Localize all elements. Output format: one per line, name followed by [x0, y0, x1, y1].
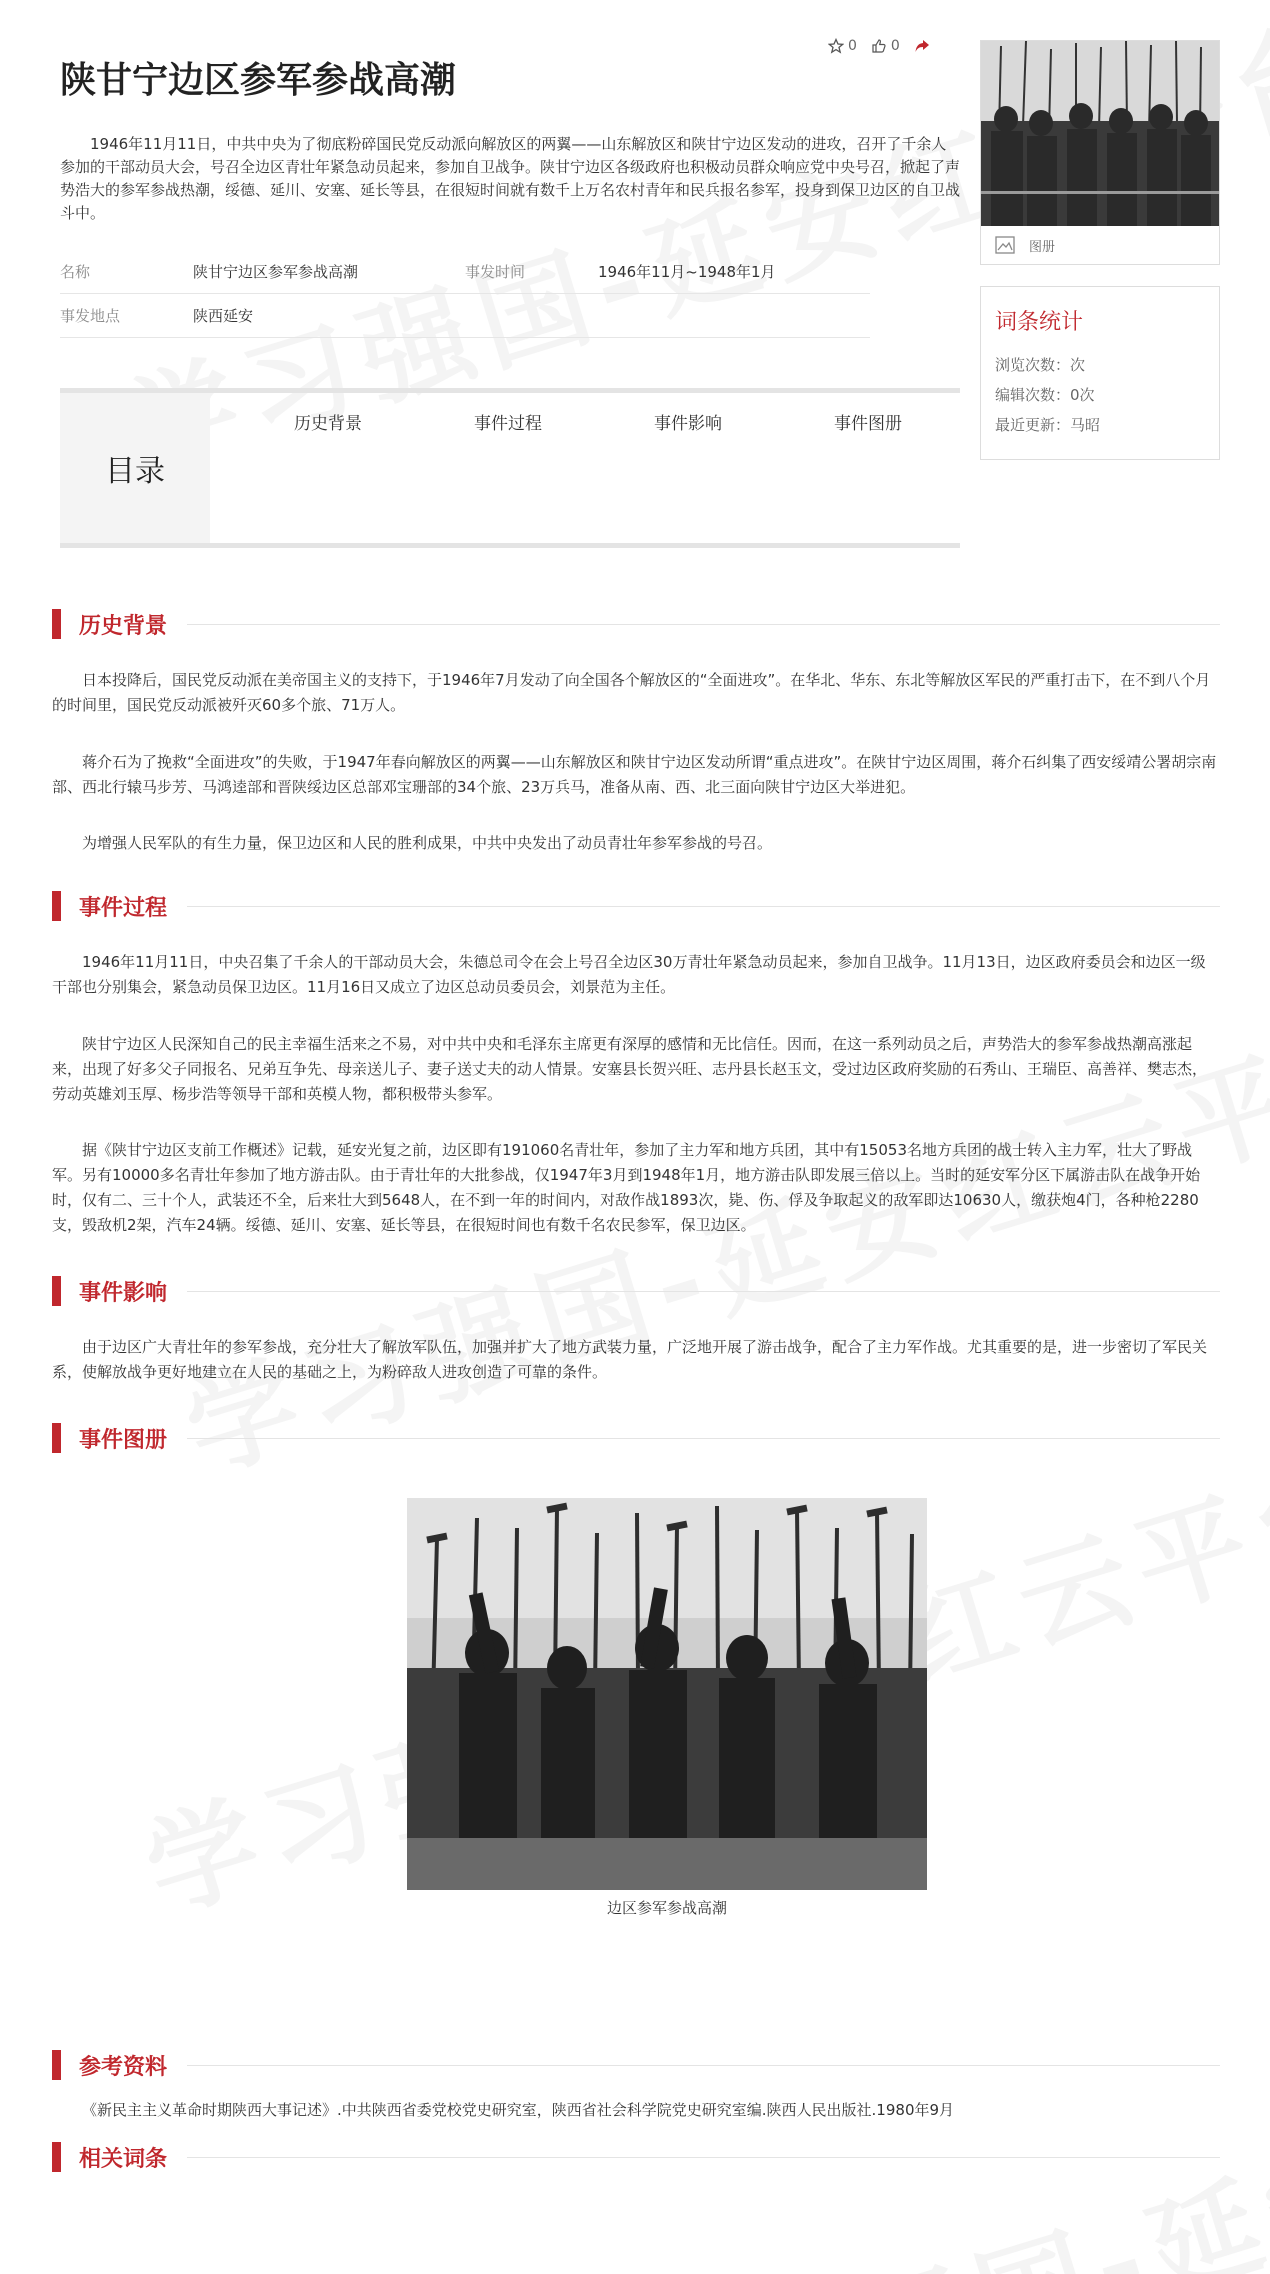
like-button[interactable] [871, 38, 900, 54]
section-marker [52, 1423, 61, 1453]
meta-time-value: 1946年11月~1948年1月 [598, 263, 776, 281]
meta-row [60, 250, 870, 294]
paragraph: 据《陕甘宁边区支前工作概述》记载，延安光复之前，边区即有191060名青壮年，参加了主力军和地方兵团，其中有15053名地方兵团的战士转入主力军，壮大了野战军。另有10000多名青壮年参加了地方游击队。由于青壮年的大批参战，仅1947年3月到1948年1月，地方游击队即发展三倍以上。当时的延安军分区下属游击队在战争开始时，仅有二、三十个人，武装还不全，后来壮大到5648人，在不到一年的时间内，对敌作战1893次，毙、伤、俘及争取起义的敌军即达10630人，缴获炮4门，各种枪2280支，毁敌机2架，汽车24辆。绥德、延川、安塞、延长等县，在很短时间也有数千名农民参军，保卫边区。 [52, 1141, 1201, 1234]
entry-stats-panel [980, 286, 1220, 460]
like-count: 0 [890, 38, 900, 54]
album-photo[interactable] [407, 1498, 927, 1890]
image-icon [995, 236, 1015, 254]
section-marker [52, 1276, 61, 1306]
section-heading-related [52, 2142, 1220, 2172]
paragraph: 蒋介石为了挽救“全面进攻”的失败，于1947年春向解放区的两翼——山东解放区和陕甘宁边区发动所谓“重点进攻”。在陕甘宁边区周围，蒋介石纠集了西安绥靖公署胡宗南部、西北行辕马步芳、马鸿逵部和晋陕绥边区总部邓宝珊部的34个旅、23万兵马，准备从南、西、北三面向陕甘宁边区大举进犯。 [52, 753, 1217, 796]
sidebar-album-card[interactable] [980, 40, 1220, 265]
stat-updated: 最近更新：马昭 [995, 416, 1101, 434]
meta-row [60, 294, 870, 338]
favorite-button[interactable] [828, 38, 857, 54]
intro-paragraph: 1946年11月11日，中共中央为了彻底粉碎国民党反动派向解放区的两翼——山东解放区和陕甘宁边区发动的进攻，召开了千余人参加的干部动员大会，号召全边区青壮年紧急动员起来，参加自卫战争。陕甘宁边区各级政府也积极动员群众响应党中央号召，掀起了声势浩大的参军参战热潮，绥德、延川、安塞、延长等县，在很短时间就有数千上万名农村青年和民兵报名参军，投身到保卫边区的自卫战斗中。 [60, 135, 961, 222]
thumbs-up-icon [871, 38, 887, 54]
meta-place-value: 陕西延安 [193, 307, 254, 325]
section-marker [52, 2050, 61, 2080]
section-heading-process [52, 891, 1220, 921]
section-divider [187, 624, 1220, 625]
paragraph: 陕甘宁边区人民深知自己的民主幸福生活来之不易，对中共中央和毛泽东主席更有深厚的感情和无比信任。因而，在这一系列动员之后，声势浩大的参军参战热潮高涨起来，出现了好多父子同报名、兄弟互争先、母亲送儿子、妻子送丈夫的动人情景。安塞县长贺兴旺、志丹县长赵玉文，受过边区政府奖励的石秀山、王瑞臣、高善祥、樊志杰，劳动英雄刘玉厚、杨步浩等领导干部和英模人物，都积极带头参军。 [52, 1035, 1208, 1103]
section-heading-album [52, 1423, 1220, 1453]
section-title: 事件过程 [79, 895, 168, 921]
toc-item-album[interactable]: 事件图册 [834, 414, 902, 434]
share-button[interactable] [914, 38, 930, 54]
section-divider [187, 2157, 1220, 2158]
meta-table [60, 250, 870, 338]
toc-item-impact[interactable]: 事件影响 [654, 414, 722, 434]
section-title: 相关词条 [79, 2146, 168, 2172]
toc-item-background[interactable]: 历史背景 [294, 414, 362, 434]
table-of-contents [60, 388, 960, 548]
toc-item-process[interactable]: 事件过程 [474, 414, 542, 434]
section-divider [187, 906, 1220, 907]
favorite-count: 0 [848, 38, 857, 54]
meta-name-label: 名称 [60, 263, 91, 281]
star-icon [828, 38, 844, 54]
section-divider [187, 2065, 1220, 2066]
section-heading-background [52, 609, 1220, 639]
share-icon [914, 38, 930, 54]
stat-views: 浏览次数：次 [995, 356, 1086, 374]
section-marker [52, 2142, 61, 2172]
album-caption: 边区参军参战高潮 [606, 1899, 727, 1917]
cover-photo[interactable] [981, 41, 1219, 226]
meta-time-label: 事发时间 [465, 263, 526, 281]
section-marker [52, 609, 61, 639]
section-divider [187, 1438, 1220, 1439]
paragraph: 日本投降后，国民党反动派在美帝国主义的支持下，于1946年7月发动了向全国各个解放区的“全面进攻”。在华北、华东、东北等解放区军民的严重打击下，在不到八个月的时间里，国民党反动派被歼灭60多个旅、71万人。 [52, 671, 1211, 714]
page-title: 陕甘宁边区参军参战高潮 [60, 60, 457, 101]
album-label: 图册 [1029, 239, 1056, 255]
paragraph: 由于边区广大青壮年的参军参战，充分壮大了解放军队伍，加强并扩大了地方武装力量，广泛地开展了游击战争，配合了主力军作战。尤其重要的是，进一步密切了军民关系，使解放战争更好地建立在人民的基础之上，为粉碎敌人进攻创造了可靠的条件。 [52, 1338, 1208, 1381]
album-link[interactable] [981, 226, 1219, 264]
entry-actions [828, 38, 930, 54]
section-divider [187, 1291, 1220, 1292]
meta-place-label: 事发地点 [60, 307, 121, 325]
toc-heading: 目录 [60, 393, 210, 543]
toc-items [210, 393, 960, 543]
section-heading-impact [52, 1276, 1220, 1306]
section-title: 历史背景 [79, 613, 168, 639]
meta-name-value: 陕甘宁边区参军参战高潮 [193, 263, 359, 281]
reference-item: 《新民主主义革命时期陕西大事记述》.中共陕西省委党校党史研究室，陕西省社会科学院党史研究室编.陕西人民出版社.1980年9月 [82, 2101, 955, 2119]
section-heading-references [52, 2050, 1220, 2080]
paragraph: 1946年11月11日，中央召集了千余人的干部动员大会，朱德总司令在会上号召全边区30万青壮年紧急动员起来，参加自卫战争。11月13日，边区政府委员会和边区一级干部也分别集会，紧急动员保卫边区。11月16日又成立了边区总动员委员会，刘景范为主任。 [52, 953, 1206, 996]
section-title: 参考资料 [79, 2054, 168, 2080]
section-title: 事件影响 [79, 1280, 168, 1306]
section-title: 事件图册 [79, 1427, 168, 1453]
stat-edits: 编辑次数：0次 [995, 386, 1095, 404]
section-marker [52, 891, 61, 921]
stats-title: 词条统计 [995, 310, 1084, 335]
paragraph: 为增强人民军队的有生力量，保卫边区和人民的胜利成果，中共中央发出了动员青壮年参军参战的号召。 [82, 834, 773, 852]
